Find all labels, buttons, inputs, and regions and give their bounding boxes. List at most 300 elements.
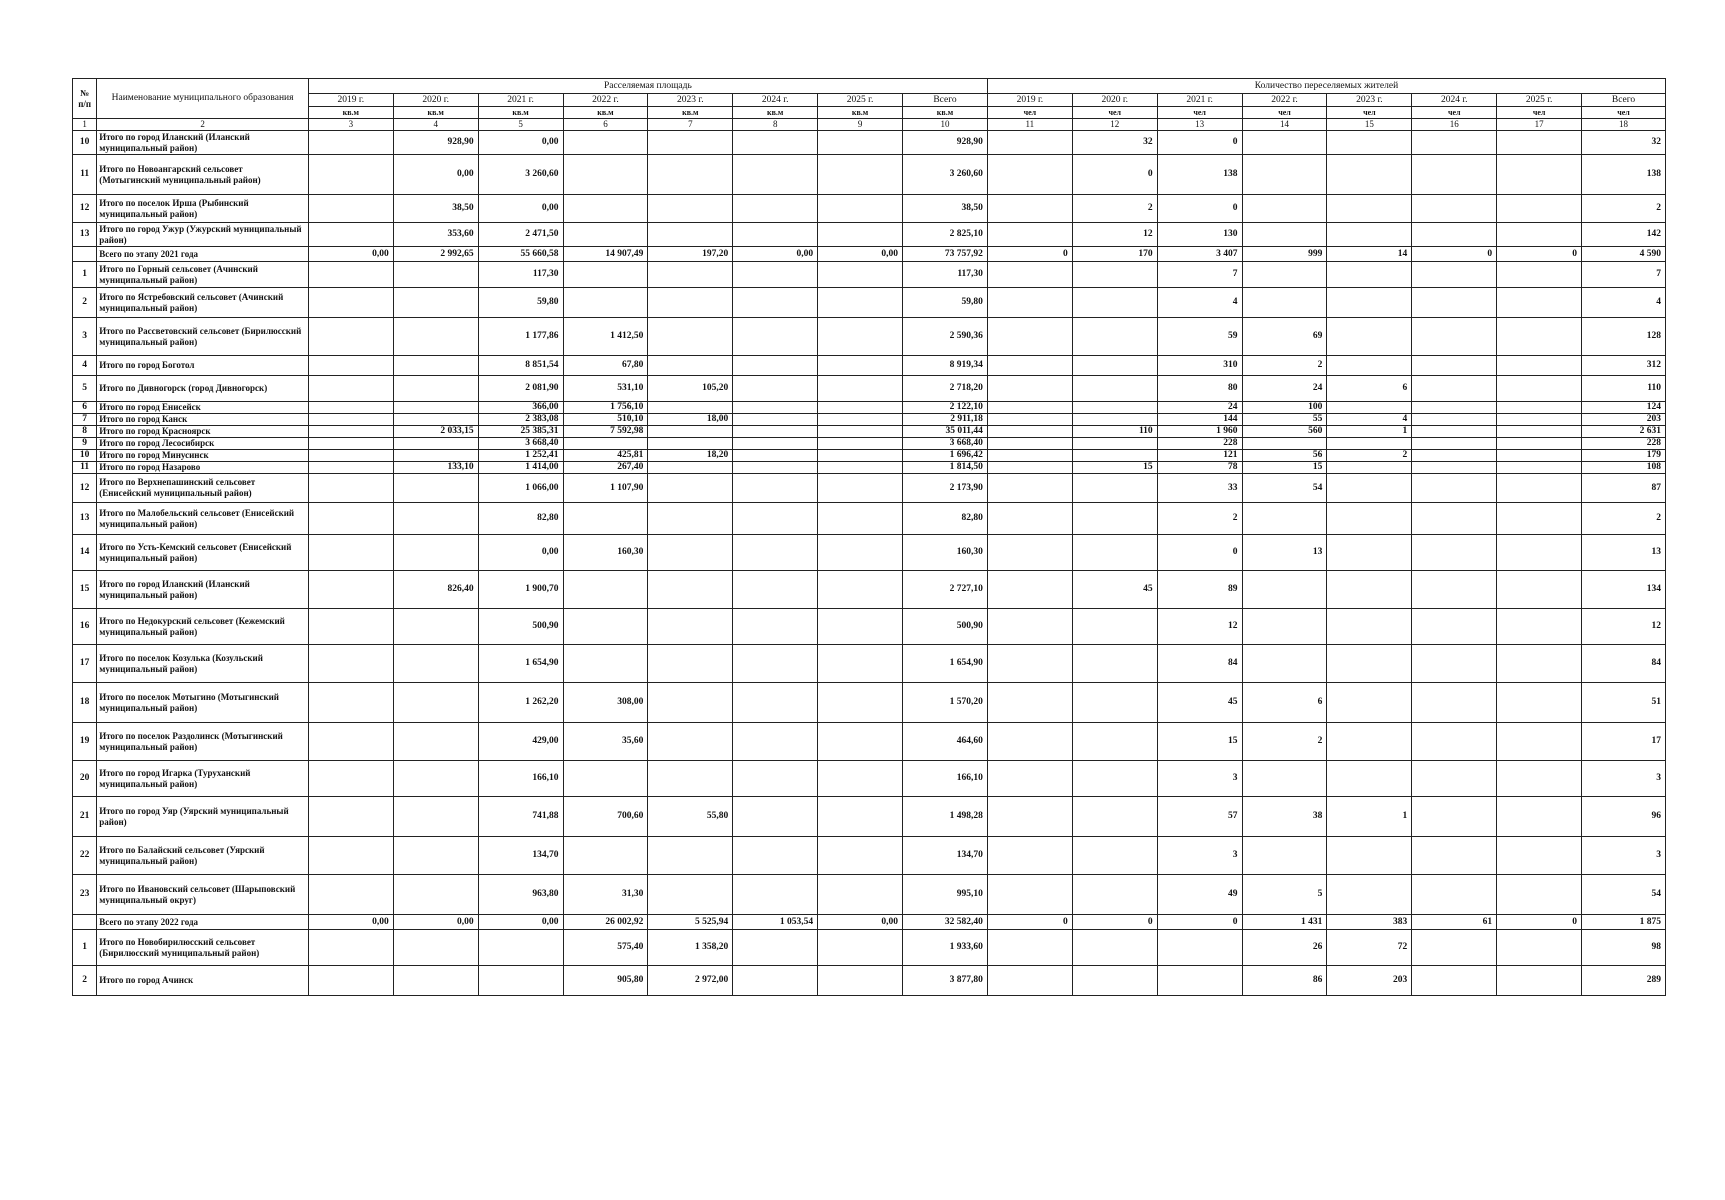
people-value-cell (987, 723, 1072, 761)
row-number: 20 (73, 761, 97, 797)
people-value-cell: 0 (1157, 195, 1242, 223)
table-row (73, 376, 1666, 402)
area-value-cell (308, 356, 393, 376)
area-value-cell (733, 683, 818, 723)
area-value-cell (393, 609, 478, 645)
people-value-cell (987, 426, 1072, 438)
area-value-cell (308, 131, 393, 155)
area-value-cell (733, 535, 818, 571)
people-value-cell (1242, 288, 1327, 318)
header-area-year: 2019 г. (308, 94, 393, 107)
people-value-cell (987, 450, 1072, 462)
area-value-cell: 2 972,00 (648, 966, 733, 996)
people-value-cell: 2 (1072, 195, 1157, 223)
area-value-cell (818, 683, 903, 723)
people-value-cell (1497, 288, 1582, 318)
area-value-cell (648, 474, 733, 503)
area-value-cell: 1 756,10 (563, 402, 648, 414)
people-value-cell (1327, 683, 1412, 723)
people-value-cell (1412, 683, 1497, 723)
area-value-cell (393, 837, 478, 875)
table-row (73, 195, 1666, 223)
people-value-cell (987, 535, 1072, 571)
table-row (73, 609, 1666, 645)
area-value-cell: 8 851,54 (478, 356, 563, 376)
area-value-cell (818, 131, 903, 155)
people-value-cell (1412, 426, 1497, 438)
area-value-cell (393, 797, 478, 837)
area-value-cell (648, 761, 733, 797)
people-value-cell: 383 (1327, 915, 1412, 930)
people-value-cell: 1 875 (1582, 915, 1666, 930)
people-value-cell: 98 (1582, 930, 1666, 966)
row-number: 2 (73, 288, 97, 318)
area-value-cell: 73 757,92 (903, 247, 988, 262)
people-value-cell: 228 (1582, 438, 1666, 450)
people-value-cell: 110 (1582, 376, 1666, 402)
people-value-cell (1072, 609, 1157, 645)
people-value-cell (1412, 837, 1497, 875)
area-value-cell (733, 761, 818, 797)
area-value-cell: 55 660,58 (478, 247, 563, 262)
people-value-cell (1072, 875, 1157, 915)
people-value-cell (1072, 503, 1157, 535)
people-value-cell (1327, 262, 1412, 288)
area-value-cell (393, 262, 478, 288)
area-value-cell (308, 155, 393, 195)
municipality-name: Итого по Дивногорск (город Дивногорск) (97, 376, 309, 402)
area-value-cell (733, 356, 818, 376)
table-row (73, 797, 1666, 837)
area-value-cell: 0,00 (308, 247, 393, 262)
people-value-cell: 0 (987, 247, 1072, 262)
header-people-year: 2019 г. (987, 94, 1072, 107)
area-value-cell (308, 474, 393, 503)
area-value-cell: 741,88 (478, 797, 563, 837)
area-value-cell (308, 723, 393, 761)
area-value-cell: 0,00 (478, 131, 563, 155)
area-value-cell: 105,20 (648, 376, 733, 402)
area-value-cell (818, 262, 903, 288)
people-value-cell (1072, 966, 1157, 996)
area-value-cell (733, 402, 818, 414)
people-value-cell (987, 797, 1072, 837)
table-row (73, 683, 1666, 723)
municipality-name: Итого по Новобирилюсский сельсовет (Бирилюсский муниципальный район) (97, 930, 309, 966)
people-value-cell (1497, 376, 1582, 402)
people-value-cell (1412, 195, 1497, 223)
row-number: 6 (73, 402, 97, 414)
area-value-cell: 18,20 (648, 450, 733, 462)
table-row (73, 356, 1666, 376)
people-value-cell (987, 262, 1072, 288)
people-value-cell (1497, 426, 1582, 438)
area-value-cell: 2 727,10 (903, 571, 988, 609)
people-value-cell: 78 (1157, 462, 1242, 474)
municipality-name: Итого по город Игарка (Туруханский муниципальный район) (97, 761, 309, 797)
area-value-cell: 429,00 (478, 723, 563, 761)
people-value-cell (987, 966, 1072, 996)
people-value-cell: 228 (1157, 438, 1242, 450)
area-value-cell (308, 450, 393, 462)
people-value-cell: 2 (1157, 503, 1242, 535)
people-value-cell (1072, 376, 1157, 402)
area-value-cell (818, 535, 903, 571)
area-value-cell (308, 318, 393, 356)
people-value-cell (1412, 450, 1497, 462)
people-value-cell: 54 (1242, 474, 1327, 503)
area-value-cell: 0,00 (308, 915, 393, 930)
people-value-cell: 57 (1157, 797, 1242, 837)
people-value-cell: 2 (1582, 503, 1666, 535)
area-value-cell: 0,00 (478, 915, 563, 930)
people-value-cell (1412, 402, 1497, 414)
header-column-number: 1 (73, 119, 97, 131)
people-value-cell (1497, 318, 1582, 356)
area-value-cell: 1 498,28 (903, 797, 988, 837)
people-value-cell (1412, 966, 1497, 996)
people-value-cell (1497, 875, 1582, 915)
people-value-cell (1497, 402, 1582, 414)
area-value-cell: 425,81 (563, 450, 648, 462)
people-value-cell: 4 (1582, 288, 1666, 318)
people-value-cell (987, 223, 1072, 247)
area-value-cell (648, 402, 733, 414)
area-value-cell (818, 930, 903, 966)
people-value-cell: 144 (1157, 414, 1242, 426)
people-value-cell (1412, 797, 1497, 837)
area-value-cell (648, 155, 733, 195)
header-people-group: Количество переселяемых жителей (987, 79, 1665, 94)
people-value-cell (1242, 571, 1327, 609)
people-value-cell (1497, 571, 1582, 609)
people-value-cell: 0 (1072, 155, 1157, 195)
people-value-cell: 33 (1157, 474, 1242, 503)
people-value-cell (1327, 837, 1412, 875)
people-value-cell (1497, 356, 1582, 376)
area-value-cell: 2 173,90 (903, 474, 988, 503)
area-value-cell (563, 288, 648, 318)
header-people-year: 2025 г. (1497, 94, 1582, 107)
people-value-cell (987, 195, 1072, 223)
people-value-cell: 80 (1157, 376, 1242, 402)
people-value-cell (1497, 609, 1582, 645)
people-value-cell (1327, 645, 1412, 683)
people-value-cell (987, 318, 1072, 356)
people-value-cell (987, 474, 1072, 503)
area-value-cell (563, 155, 648, 195)
people-value-cell: 7 (1157, 262, 1242, 288)
area-value-cell (308, 609, 393, 645)
area-value-cell (818, 609, 903, 645)
municipality-name: Итого по Верхнепашинский сельсовет (Енисейский муниципальный район) (97, 474, 309, 503)
people-value-cell (1242, 131, 1327, 155)
people-value-cell: 56 (1242, 450, 1327, 462)
area-value-cell (308, 376, 393, 402)
people-value-cell: 1 (1327, 797, 1412, 837)
row-number: 9 (73, 438, 97, 450)
area-value-cell (563, 503, 648, 535)
area-value-cell (818, 376, 903, 402)
area-value-cell: 0,00 (478, 535, 563, 571)
area-value-cell: 2 471,50 (478, 223, 563, 247)
area-value-cell (648, 875, 733, 915)
area-value-cell (818, 966, 903, 996)
header-people-unit: чел (987, 107, 1072, 119)
area-value-cell: 500,90 (478, 609, 563, 645)
table-row (73, 930, 1666, 966)
people-value-cell (987, 402, 1072, 414)
people-value-cell: 5 (1242, 875, 1327, 915)
people-value-cell: 3 (1582, 837, 1666, 875)
area-value-cell (563, 195, 648, 223)
people-value-cell: 15 (1242, 462, 1327, 474)
people-value-cell: 0 (1497, 915, 1582, 930)
area-value-cell (563, 837, 648, 875)
people-value-cell (1412, 609, 1497, 645)
area-value-cell (648, 195, 733, 223)
area-value-cell (308, 223, 393, 247)
table-row (73, 571, 1666, 609)
people-value-cell (987, 356, 1072, 376)
area-value-cell (393, 318, 478, 356)
row-number: 19 (73, 723, 97, 761)
area-value-cell: 0,00 (818, 247, 903, 262)
area-value-cell (818, 155, 903, 195)
header-area-unit: кв.м (648, 107, 733, 119)
area-value-cell (393, 535, 478, 571)
people-value-cell: 54 (1582, 875, 1666, 915)
area-value-cell: 2 383,08 (478, 414, 563, 426)
table-row (73, 535, 1666, 571)
area-value-cell (393, 402, 478, 414)
people-value-cell (1242, 155, 1327, 195)
header-column-number: 18 (1582, 119, 1666, 131)
area-value-cell: 59,80 (478, 288, 563, 318)
people-value-cell (1497, 450, 1582, 462)
people-value-cell: 110 (1072, 426, 1157, 438)
municipality-name: Всего по этапу 2022 года (97, 915, 309, 930)
area-value-cell (308, 797, 393, 837)
people-value-cell (1497, 462, 1582, 474)
area-value-cell (393, 356, 478, 376)
people-value-cell (1327, 195, 1412, 223)
area-value-cell: 31,30 (563, 875, 648, 915)
people-value-cell: 2 (1242, 356, 1327, 376)
area-value-cell: 0,00 (733, 247, 818, 262)
table-row (73, 837, 1666, 875)
people-value-cell: 4 (1327, 414, 1412, 426)
table-row (73, 414, 1666, 426)
people-value-cell: 24 (1157, 402, 1242, 414)
people-value-cell: 3 407 (1157, 247, 1242, 262)
people-value-cell (987, 288, 1072, 318)
people-value-cell (1497, 535, 1582, 571)
header-people-year: 2021 г. (1157, 94, 1242, 107)
area-value-cell (818, 318, 903, 356)
people-value-cell (1072, 318, 1157, 356)
people-value-cell (987, 837, 1072, 875)
area-value-cell (393, 503, 478, 535)
row-number: 8 (73, 426, 97, 438)
row-number (73, 915, 97, 930)
area-value-cell: 905,80 (563, 966, 648, 996)
municipality-name: Итого по Недокурский сельсовет (Кежемский муниципальный район) (97, 609, 309, 645)
header-people-unit: чел (1327, 107, 1412, 119)
header-column-number: 4 (393, 119, 478, 131)
area-value-cell: 117,30 (478, 262, 563, 288)
area-value-cell: 160,30 (563, 535, 648, 571)
header-column-number: 9 (818, 119, 903, 131)
people-value-cell (987, 930, 1072, 966)
row-number: 22 (73, 837, 97, 875)
area-value-cell: 197,20 (648, 247, 733, 262)
people-value-cell: 203 (1327, 966, 1412, 996)
people-value-cell (1072, 414, 1157, 426)
table-row (73, 462, 1666, 474)
area-value-cell (478, 966, 563, 996)
people-value-cell: 0 (1157, 535, 1242, 571)
row-number: 11 (73, 155, 97, 195)
area-value-cell (733, 645, 818, 683)
people-value-cell (987, 438, 1072, 450)
area-value-cell (818, 474, 903, 503)
people-value-cell: 312 (1582, 356, 1666, 376)
people-value-cell (1242, 223, 1327, 247)
header-column-number: 6 (563, 119, 648, 131)
header-municipality: Наименование муниципального образования (97, 79, 309, 119)
area-value-cell: 117,30 (903, 262, 988, 288)
header-column-number: 13 (1157, 119, 1242, 131)
area-value-cell (648, 318, 733, 356)
people-value-cell: 15 (1157, 723, 1242, 761)
area-value-cell: 2 911,18 (903, 414, 988, 426)
municipality-name: Итого по поселок Козулька (Козульский муниципальный район) (97, 645, 309, 683)
people-value-cell: 12 (1157, 609, 1242, 645)
people-value-cell: 55 (1242, 414, 1327, 426)
area-value-cell: 2 992,65 (393, 247, 478, 262)
people-value-cell (1242, 262, 1327, 288)
people-value-cell: 2 (1582, 195, 1666, 223)
municipality-name: Итого по город Назарово (97, 462, 309, 474)
area-value-cell: 55,80 (648, 797, 733, 837)
people-value-cell (1327, 131, 1412, 155)
header-column-number: 2 (97, 119, 309, 131)
people-value-cell: 100 (1242, 402, 1327, 414)
people-value-cell (1497, 797, 1582, 837)
header-people-unit: чел (1242, 107, 1327, 119)
area-value-cell (733, 131, 818, 155)
area-value-cell: 2 718,20 (903, 376, 988, 402)
area-value-cell (733, 450, 818, 462)
area-value-cell (393, 875, 478, 915)
municipality-name: Итого по Горный сельсовет (Ачинский муниципальный район) (97, 262, 309, 288)
area-value-cell (733, 875, 818, 915)
people-value-cell: 26 (1242, 930, 1327, 966)
area-value-cell: 35,60 (563, 723, 648, 761)
area-value-cell (308, 837, 393, 875)
area-value-cell (818, 797, 903, 837)
header-people-year: 2022 г. (1242, 94, 1327, 107)
row-number: 1 (73, 262, 97, 288)
area-value-cell (308, 438, 393, 450)
table-row (73, 402, 1666, 414)
area-value-cell (563, 645, 648, 683)
row-number: 15 (73, 571, 97, 609)
area-value-cell (648, 262, 733, 288)
people-value-cell (1412, 875, 1497, 915)
area-value-cell: 82,80 (903, 503, 988, 535)
area-value-cell (308, 262, 393, 288)
municipality-name: Итого по город Ачинск (97, 966, 309, 996)
people-value-cell (1412, 462, 1497, 474)
area-value-cell: 26 002,92 (563, 915, 648, 930)
area-value-cell (818, 503, 903, 535)
area-value-cell: 308,00 (563, 683, 648, 723)
municipality-name: Итого по Ястребовский сельсовет (Ачинский муниципальный район) (97, 288, 309, 318)
area-value-cell: 59,80 (903, 288, 988, 318)
area-value-cell: 3 668,40 (478, 438, 563, 450)
header-area-year: 2022 г. (563, 94, 648, 107)
area-value-cell (818, 571, 903, 609)
people-value-cell (1327, 875, 1412, 915)
people-value-cell (1497, 645, 1582, 683)
area-value-cell (733, 438, 818, 450)
people-value-cell: 32 (1582, 131, 1666, 155)
people-value-cell: 0 (1157, 131, 1242, 155)
table-row (73, 645, 1666, 683)
people-value-cell (1412, 131, 1497, 155)
area-value-cell: 25 385,31 (478, 426, 563, 438)
area-value-cell (733, 318, 818, 356)
stage-total-row (73, 247, 1666, 262)
people-value-cell (1072, 837, 1157, 875)
municipality-name: Итого по поселок Мотыгино (Мотыгинский муниципальный район) (97, 683, 309, 723)
header-people-year: 2024 г. (1412, 94, 1497, 107)
area-value-cell: 963,80 (478, 875, 563, 915)
area-value-cell (818, 426, 903, 438)
area-value-cell (733, 262, 818, 288)
header-people-unit: чел (1157, 107, 1242, 119)
area-value-cell (308, 645, 393, 683)
area-value-cell (818, 462, 903, 474)
area-value-cell: 1 414,00 (478, 462, 563, 474)
people-value-cell (1412, 438, 1497, 450)
header-column-number: 14 (1242, 119, 1327, 131)
people-value-cell (1412, 414, 1497, 426)
municipality-name: Итого по Рассветовский сельсовет (Бирилюсский муниципальный район) (97, 318, 309, 356)
area-value-cell (733, 376, 818, 402)
area-value-cell: 1 900,70 (478, 571, 563, 609)
header-column-number: 3 (308, 119, 393, 131)
area-value-cell: 1 107,90 (563, 474, 648, 503)
area-value-cell (308, 503, 393, 535)
area-value-cell: 1 570,20 (903, 683, 988, 723)
table-row (73, 288, 1666, 318)
people-value-cell (1157, 930, 1242, 966)
people-value-cell (1072, 683, 1157, 723)
row-number: 12 (73, 474, 97, 503)
area-value-cell: 464,60 (903, 723, 988, 761)
municipality-name: Итого по город Иланский (Иланский муниципальный район) (97, 571, 309, 609)
people-value-cell (987, 462, 1072, 474)
municipality-name: Итого по поселок Раздолинск (Мотыгинский муниципальный район) (97, 723, 309, 761)
people-value-cell: 96 (1582, 797, 1666, 837)
people-value-cell (1072, 402, 1157, 414)
area-value-cell (818, 761, 903, 797)
people-value-cell: 86 (1242, 966, 1327, 996)
area-value-cell: 67,80 (563, 356, 648, 376)
